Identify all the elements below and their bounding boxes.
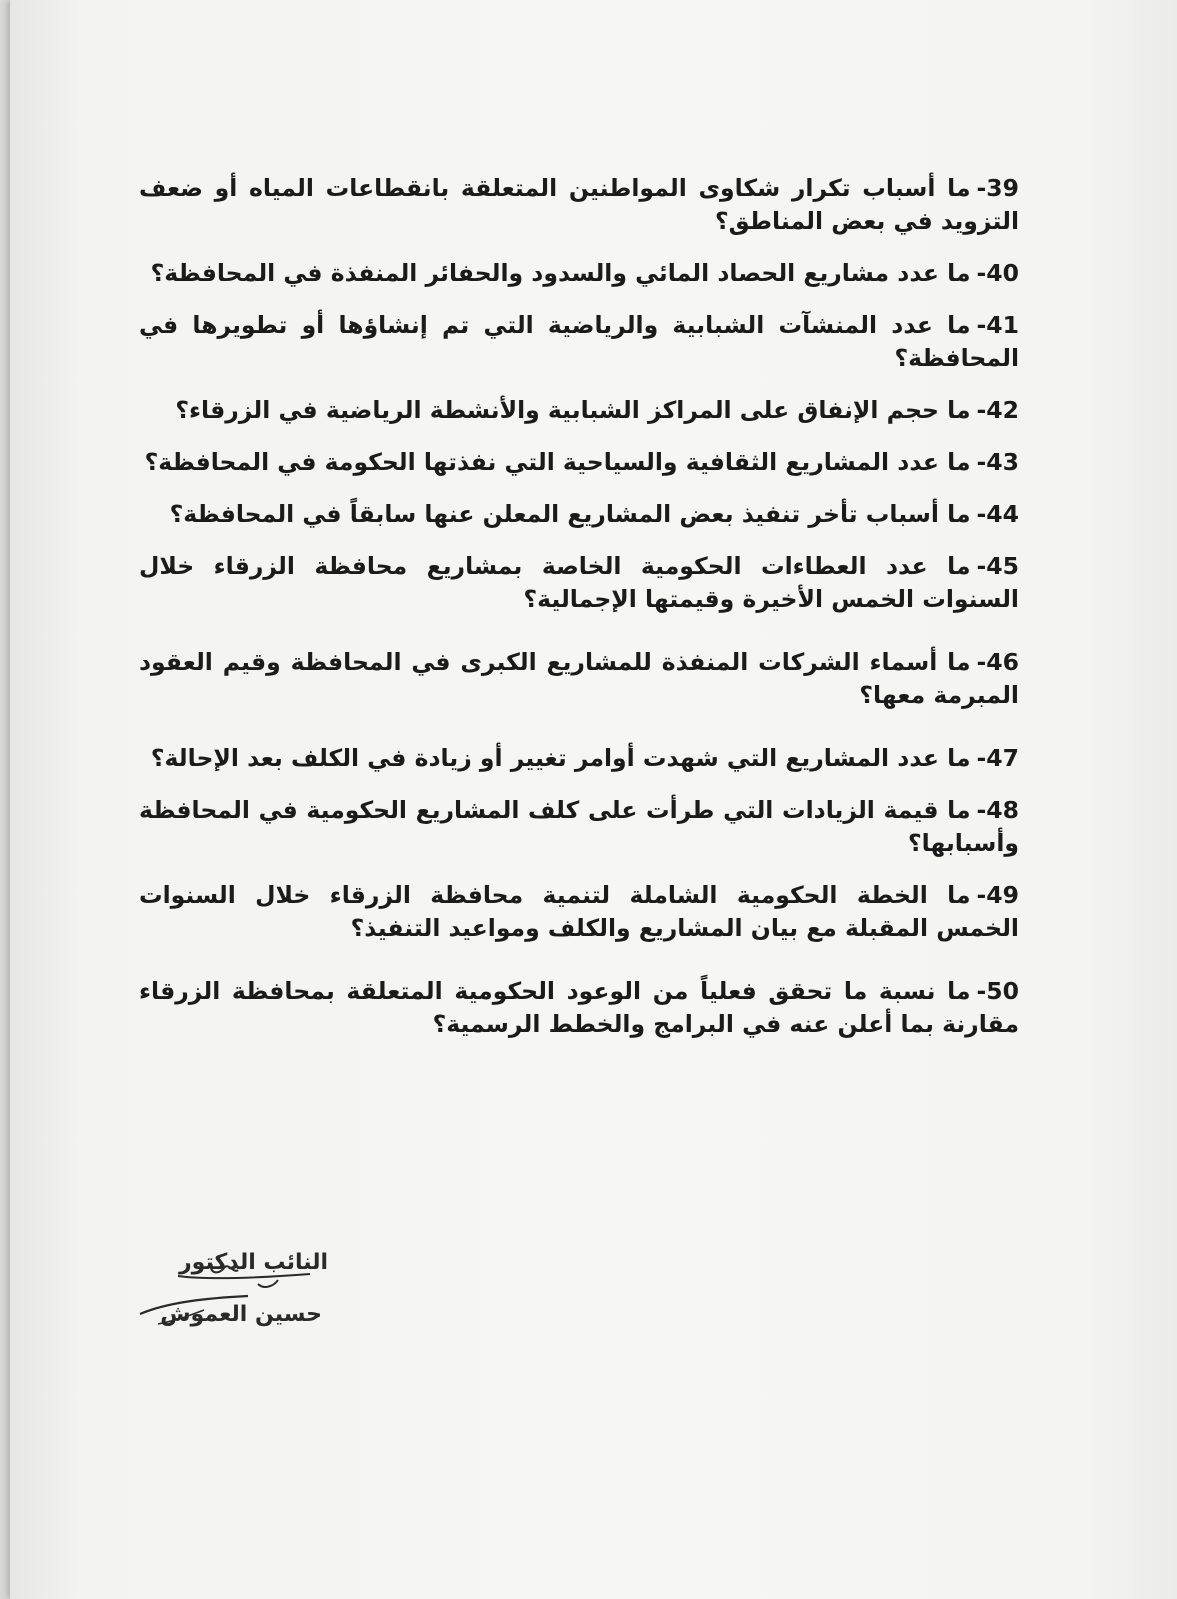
question-item (139, 794, 1019, 860)
question-text: ما عدد المشاريع الثقافية والسياحية التي نفذتها الحكومة في المحافظة؟ (144, 448, 971, 476)
question-number: 48- (976, 796, 1019, 824)
question-text: ما نسبة ما تحقق فعلياً من الوعود الحكومية المتعلقة بمحافظة الزرقاء مقارنة بما أعلن عنه في البرامج والخطط الرسمية؟ (139, 977, 1019, 1038)
signature-block (138, 1250, 338, 1360)
question-number: 43- (976, 448, 1019, 476)
question-number: 46- (976, 648, 1019, 676)
question-text: ما أسباب تأخر تنفيذ بعض المشاريع المعلن عنها سابقاً في المحافظة؟ (169, 500, 971, 528)
question-item (139, 446, 1019, 479)
question-number: 40- (976, 259, 1019, 287)
question-item (139, 309, 1019, 375)
question-list (139, 172, 1019, 1060)
question-text: ما عدد مشاريع الحصاد المائي والسدود والحفائر المنفذة في المحافظة؟ (150, 259, 971, 287)
signature-name: حسين العموش (160, 1302, 322, 1327)
question-number: 47- (976, 744, 1019, 772)
question-number: 39- (976, 174, 1019, 202)
question-text: ما عدد المشاريع التي شهدت أوامر تغيير أو زيادة في الكلف بعد الإحالة؟ (150, 744, 971, 772)
question-text: ما عدد العطاءات الحكومية الخاصة بمشاريع محافظة الزرقاء خلال السنوات الخمس الأخيرة وقيمتها الإجمالية؟ (139, 552, 1019, 613)
question-item (139, 975, 1019, 1041)
question-number: 41- (976, 311, 1019, 339)
question-text: ما أسباب تكرار شكاوى المواطنين المتعلقة بانقطاعات المياه أو ضعف التزويد في بعض المناطق؟ (139, 174, 1019, 235)
question-text: ما أسماء الشركات المنفذة للمشاريع الكبرى في المحافظة وقيم العقود المبرمة معها؟ (139, 648, 1019, 709)
question-text: ما حجم الإنفاق على المراكز الشبابية والأنشطة الرياضية في الزرقاء؟ (175, 396, 971, 424)
signature-stroke (138, 1250, 338, 1360)
question-item (139, 646, 1019, 712)
signature-title: النائب الدكتور (179, 1250, 328, 1275)
question-item (139, 257, 1019, 290)
question-text: ما الخطة الحكومية الشاملة لتنمية محافظة الزرقاء خلال السنوات الخمس المقبلة مع بيان المشاريع والكلف ومواعيد التنفيذ؟ (139, 881, 1019, 942)
question-item (139, 550, 1019, 616)
question-item (139, 879, 1019, 945)
document-page (10, 0, 1177, 1599)
question-number: 44- (976, 500, 1019, 528)
question-item (139, 498, 1019, 531)
question-number: 50- (976, 977, 1019, 1005)
question-item (139, 172, 1019, 238)
question-number: 45- (976, 552, 1019, 580)
question-number: 49- (976, 881, 1019, 909)
question-text: ما قيمة الزيادات التي طرأت على كلف المشاريع الحكومية في المحافظة وأسبابها؟ (139, 796, 1019, 857)
question-item (139, 394, 1019, 427)
question-number: 42- (976, 396, 1019, 424)
question-item (139, 742, 1019, 775)
question-text: ما عدد المنشآت الشبابية والرياضية التي تم إنشاؤها أو تطويرها في المحافظة؟ (139, 311, 1019, 372)
